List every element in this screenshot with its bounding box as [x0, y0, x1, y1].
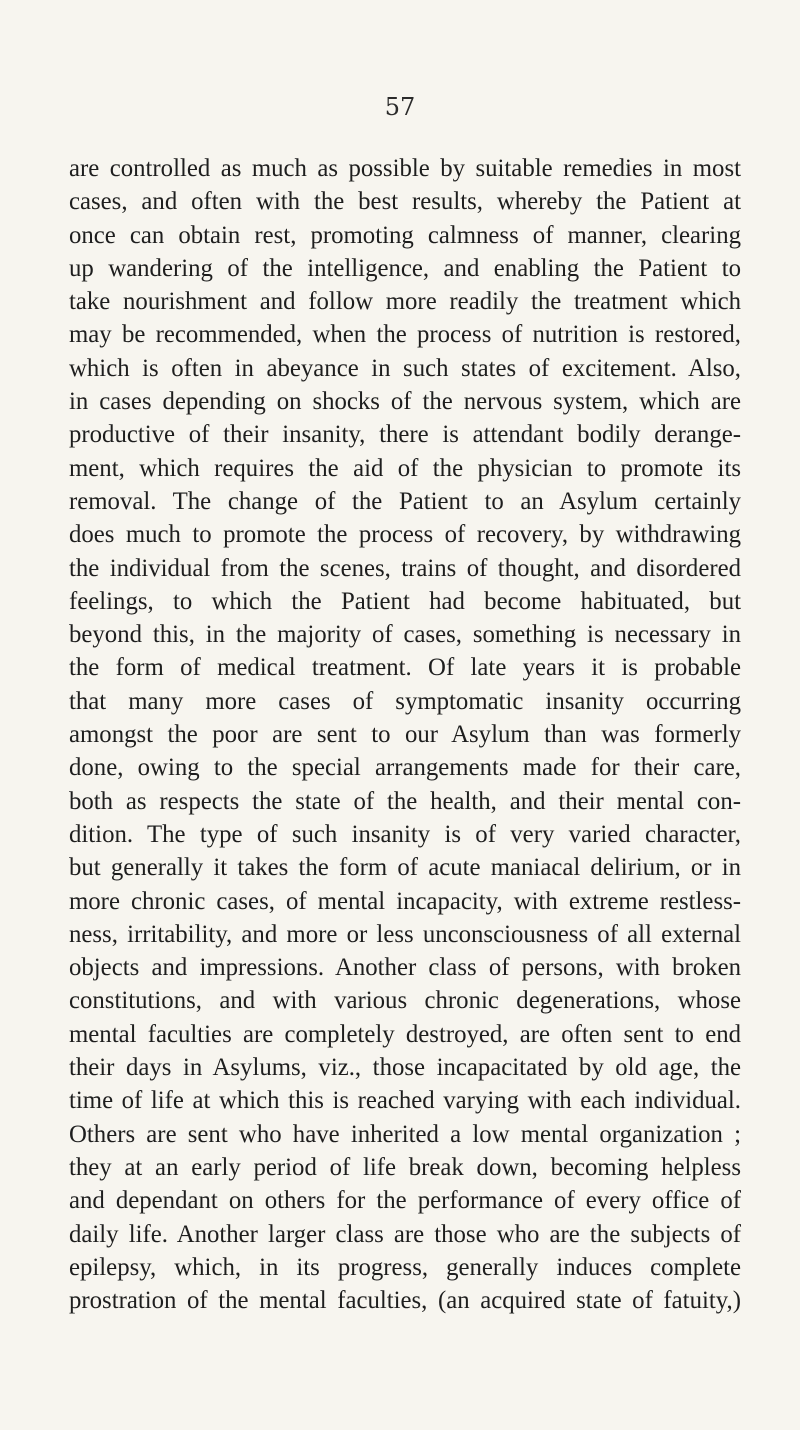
text-line: are controlled as much as possible by suitable remedies in most: [69, 155, 741, 182]
text-line: the individual from the scenes, trains of thought, and disordered: [69, 554, 741, 582]
text-line: productive of their insanity, there is attendant bodily derange-: [69, 421, 741, 449]
text-line: both as respects the state of the health, and their mental con-: [69, 787, 741, 815]
text-line: constitutions, and with various chronic degenerations, whose: [69, 987, 741, 1015]
text-line: which is often in abeyance in such states of excitement. Also,: [69, 354, 741, 382]
text-line: time of life at which this is reached varying with each individual.: [69, 1087, 741, 1115]
text-line: in cases depending on shocks of the nervous system, which are: [69, 388, 741, 416]
text-line: amongst the poor are sent to our Asylum than was formerly: [69, 721, 741, 749]
text-line: may be recommended, when the process of nutrition is restored,: [69, 321, 741, 349]
text-line: take nourishment and follow more readily the treatment which: [69, 288, 741, 316]
text-line: ness, irritability, and more or less unconsciousness of all external: [69, 920, 741, 948]
text-line: ment, which requires the aid of the physician to promote its: [69, 454, 741, 482]
text-line: objects and impressions. Another class of persons, with broken: [69, 954, 741, 982]
text-line: but generally it takes the form of acute maniacal delirium, or in: [69, 854, 741, 882]
text-line: does much to promote the process of recovery, by withdrawing: [69, 521, 741, 549]
body-paragraph: [69, 152, 741, 1317]
text-line: up wandering of the intelligence, and enabling the Patient to: [69, 254, 741, 282]
text-line: daily life. Another larger class are those who are the subjects of: [69, 1220, 741, 1248]
text-line: removal. The change of the Patient to an Asylum certainly: [69, 487, 741, 515]
text-line: done, owing to the special arrangements made for their care,: [69, 754, 741, 782]
text-line: and dependant on others for the performance of every office of: [69, 1187, 741, 1215]
text-line: their days in Asylums, viz., those incapacitated by old age, the: [69, 1054, 741, 1082]
text-line: epilepsy, which, in its progress, generally induces complete: [69, 1253, 741, 1281]
text-line: that many more cases of symptomatic insanity occurring: [69, 687, 741, 715]
text-line: more chronic cases, of mental incapacity, with extreme restless-: [69, 887, 741, 915]
text-line: prostration of the mental faculties, (an acquired state of fatuity,): [69, 1287, 741, 1315]
text-line: feelings, to which the Patient had become habituated, but: [69, 587, 741, 615]
text-line: beyond this, in the majority of cases, something is necessary in: [69, 621, 741, 649]
text-line: cases, and often with the best results, whereby the Patient at: [69, 188, 741, 216]
text-line: Others are sent who have inherited a low mental organization ;: [69, 1120, 741, 1148]
text-line: they at an early period of life break down, becoming helpless: [69, 1153, 741, 1181]
text-line: once can obtain rest, promoting calmness of manner, clearing: [69, 221, 741, 249]
text-line: mental faculties are completely destroyed, are often sent to end: [69, 1020, 741, 1048]
page-number: 57: [384, 93, 416, 121]
text-line: dition. The type of such insanity is of very varied character,: [69, 820, 741, 848]
text-line: the form of medical treatment. Of late years it is probable: [69, 654, 741, 682]
